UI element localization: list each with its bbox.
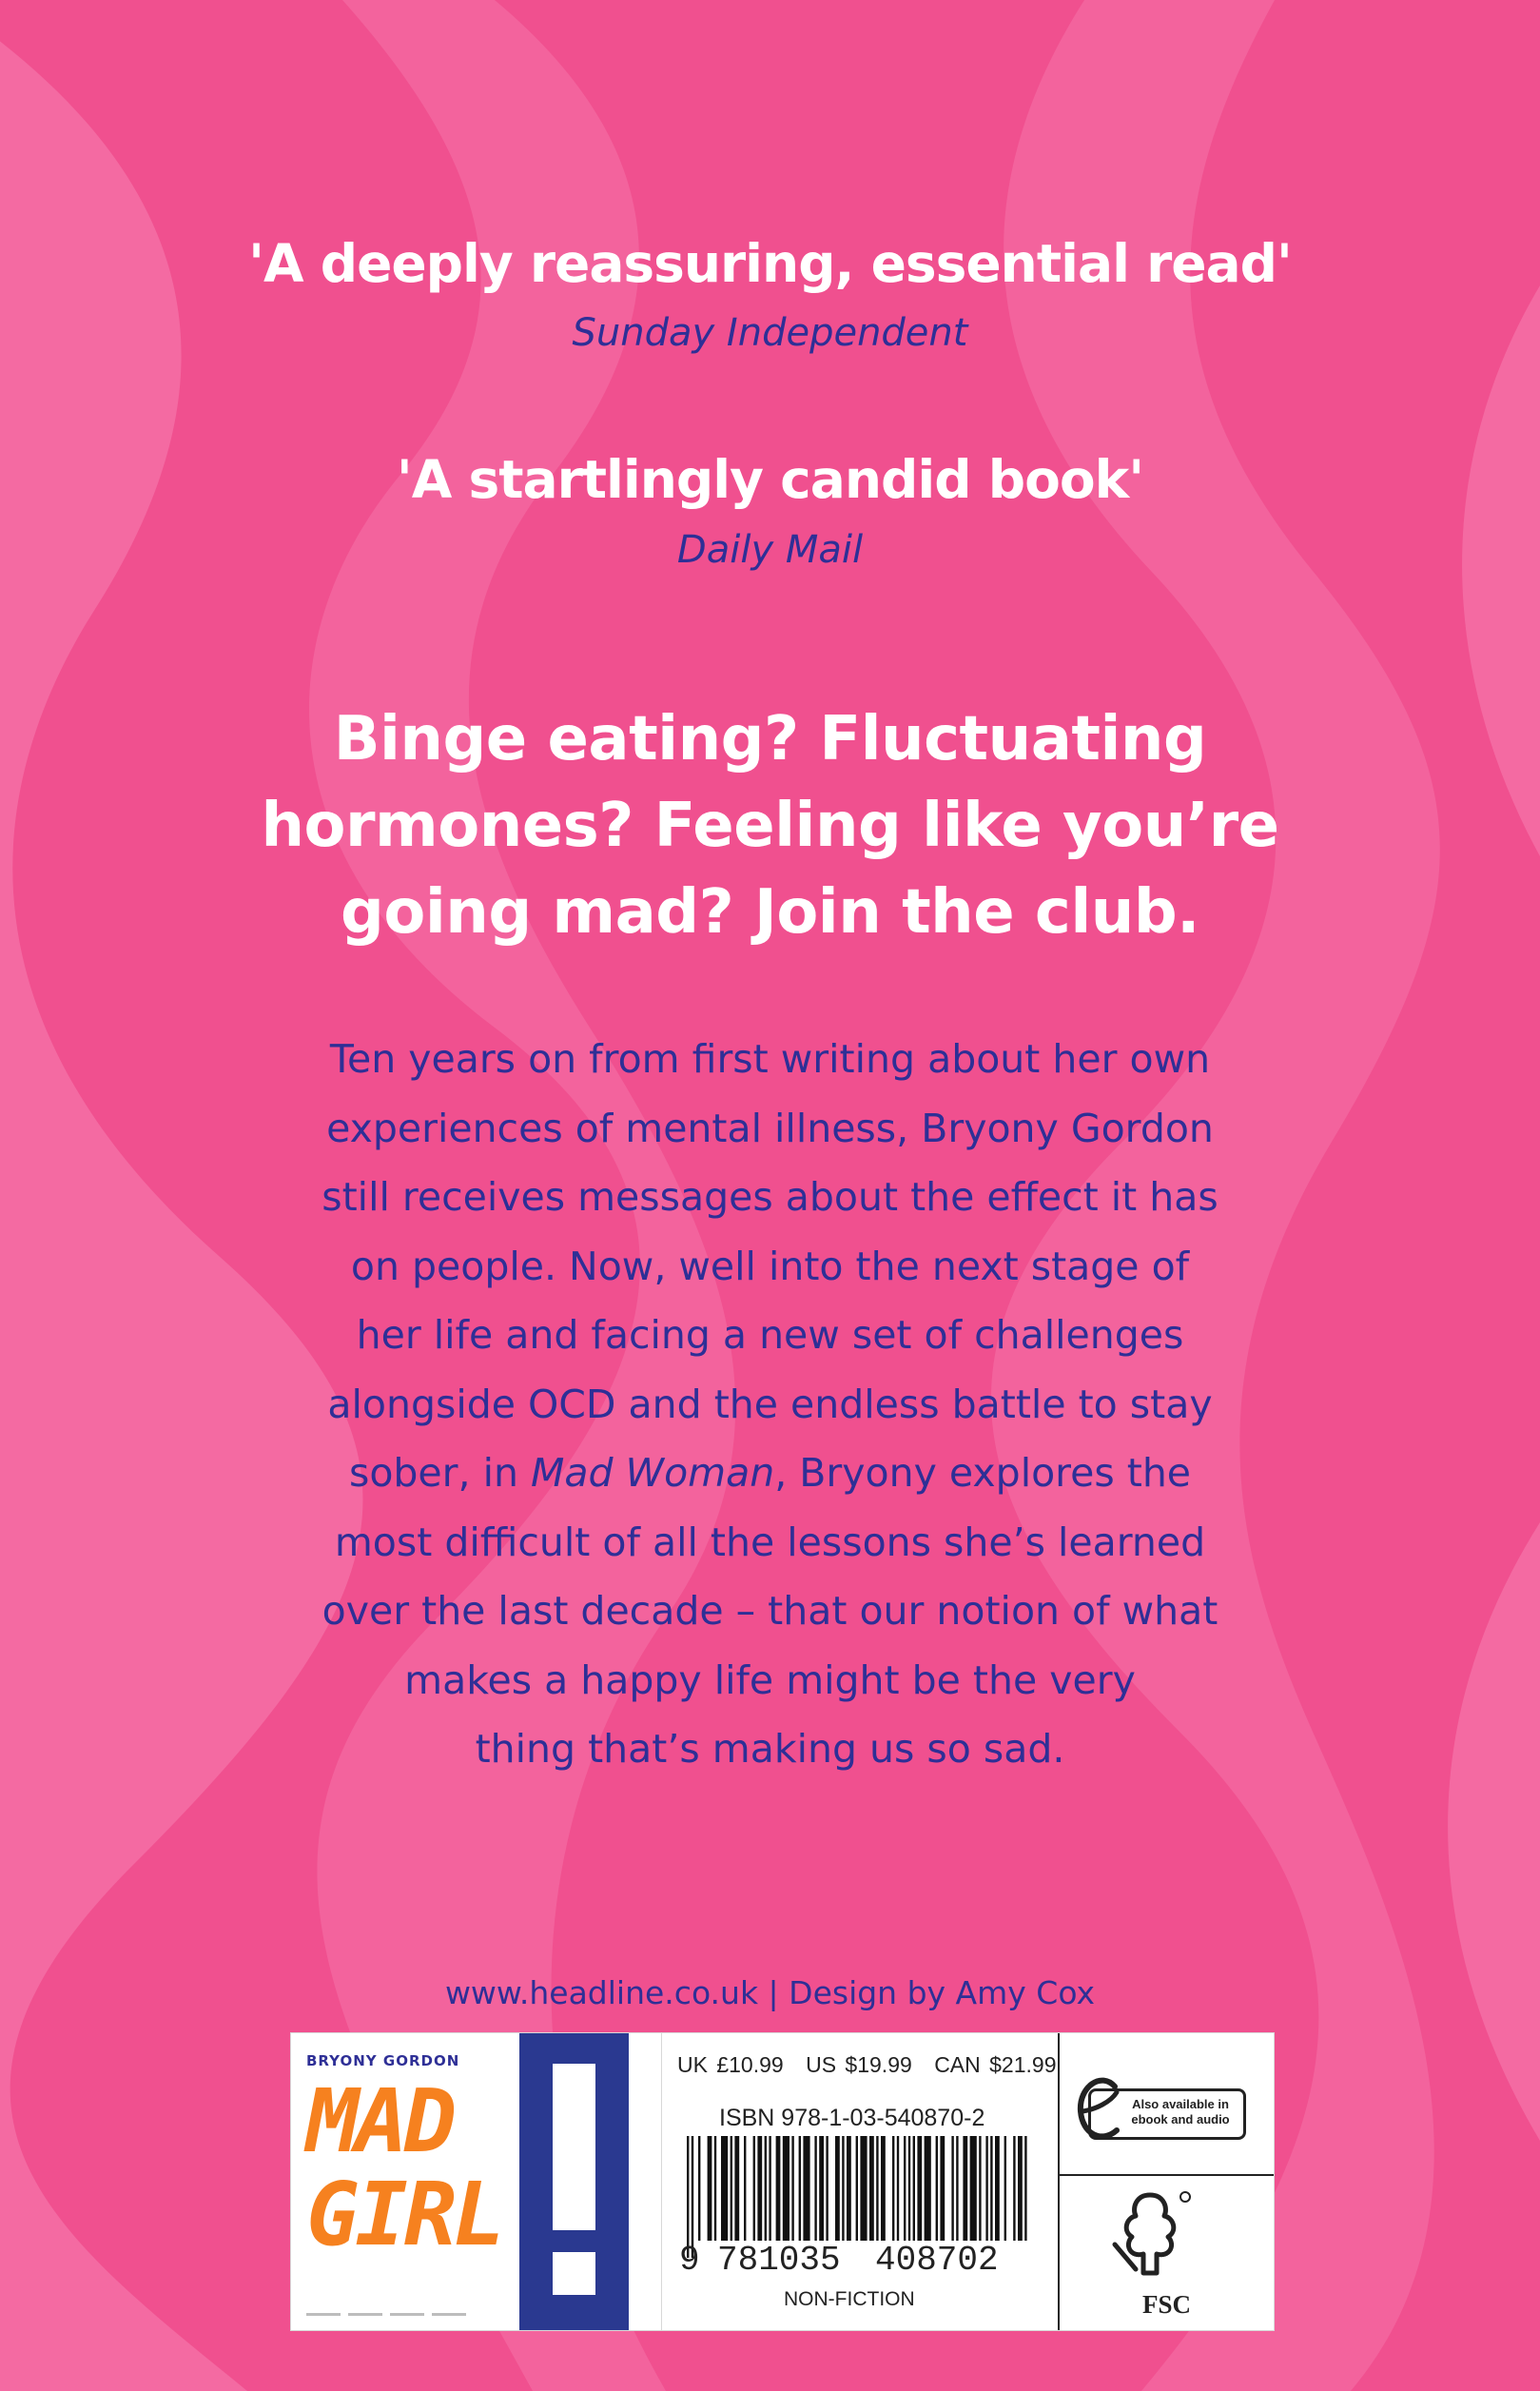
ad-title [306, 2070, 502, 2265]
barcode-bar [826, 2136, 828, 2241]
barcode-bar [985, 2136, 987, 2241]
blurb-line: most difficult of all the lessons she’s learned [334, 1519, 1206, 1565]
blurb-line: over the last decade – that our notion of what [322, 1588, 1218, 1634]
exclamation-icon [553, 2064, 595, 2230]
barcode-bar [925, 2136, 931, 2241]
barcode-bar [814, 2136, 816, 2241]
barcode-bar [979, 2136, 981, 2241]
ad-author: BRYONY GORDON [306, 2052, 460, 2069]
barcode-bar [687, 2136, 689, 2258]
ad-fine-print [306, 2302, 487, 2315]
barcode-bar [892, 2136, 894, 2241]
barcode-bar [842, 2136, 844, 2241]
barcode-bar [881, 2136, 886, 2241]
barcode-bar [908, 2136, 910, 2241]
blurb-text: sober, in [348, 1450, 531, 1496]
barcode-bar [856, 2136, 858, 2241]
blurb-line: makes a happy life might be the very [404, 1656, 1136, 1703]
barcode-bar [970, 2136, 977, 2241]
panel-divider [1058, 2033, 1060, 2330]
ad-title-line: GIRL [306, 2164, 502, 2265]
price-uk: UK £10.99 [677, 2052, 784, 2077]
barcode-bar [734, 2136, 739, 2241]
barcode-bar [860, 2136, 867, 2241]
barcode-bar [835, 2136, 840, 2241]
fsc-label: FSC [1141, 2290, 1191, 2319]
barcode-bar [956, 2136, 958, 2241]
barcode-bar [951, 2136, 953, 2241]
barcode-bar [1018, 2136, 1023, 2241]
barcode-bar [990, 2136, 992, 2241]
barcode-bar [803, 2136, 809, 2241]
headline-line: going mad? Join the club. [341, 877, 1199, 948]
barcode-bar [913, 2136, 915, 2241]
barcode-bar [753, 2136, 755, 2241]
barcode-bar [721, 2136, 728, 2241]
blurb-text: , Bryony explores the [774, 1450, 1192, 1496]
barcode-bar [708, 2136, 712, 2241]
barcode-bar [904, 2136, 906, 2258]
barcode-bar [698, 2136, 700, 2241]
barcode-bar [897, 2136, 899, 2258]
isbn: ISBN 978-1-03-540870-2 [719, 2105, 985, 2131]
panel-divider [1060, 2174, 1274, 2176]
headline-line: Binge eating? Fluctuating [333, 704, 1207, 774]
barcode-bar [1013, 2136, 1015, 2241]
barcode-panel [661, 2032, 1275, 2331]
review-quote-1: 'A deeply reassuring, essential read' [248, 233, 1292, 294]
price-list [677, 2052, 1070, 2078]
barcode-bar [731, 2136, 732, 2241]
headline-line: hormones? Feeling like you’re [261, 791, 1279, 861]
barcode-bar [963, 2136, 967, 2241]
barcode-bar [776, 2136, 781, 2241]
price-can: CAN $21.99 [934, 2052, 1057, 2077]
barcode-bar [791, 2136, 793, 2258]
price-us: US $19.99 [806, 2052, 912, 2077]
blurb-line: alongside OCD and the endless battle to stay [327, 1381, 1213, 1427]
barcode-bar [1024, 2136, 1026, 2241]
blurb [0, 1025, 1540, 1784]
headline [0, 696, 1540, 956]
barcode-digits-right: 408702 [875, 2241, 999, 2280]
blurb-line: thing that’s making us so sad. [475, 1726, 1065, 1772]
barcode-bar [936, 2136, 938, 2241]
exclamation-dot [553, 2252, 595, 2295]
blurb-line: Ten years on from first writing about her own [329, 1036, 1211, 1082]
barcode-bar [757, 2136, 762, 2241]
blurb-line: on people. Now, well into the next stage of [350, 1243, 1190, 1289]
barcode-bar [917, 2136, 922, 2241]
fsc-tree-icon [1107, 2187, 1193, 2283]
review-source-1: Sunday Independent [572, 311, 968, 355]
barcode-bar [799, 2136, 801, 2258]
barcode-digits-left: 781035 [717, 2241, 841, 2280]
review-source-2: Daily Mail [676, 528, 864, 572]
ebook-e-icon [1073, 2068, 1128, 2149]
ebook-badge-text: Also available in ebook and audio [1131, 2097, 1230, 2126]
barcode-bar [940, 2136, 945, 2241]
barcode-bar [995, 2136, 1000, 2241]
barcode-bar [692, 2136, 693, 2258]
barcode-bar [783, 2136, 789, 2241]
barcode-bar [869, 2136, 874, 2241]
barcode-bar [765, 2136, 767, 2241]
publisher-credits: www.headline.co.uk | Design by Amy Cox [444, 1974, 1096, 2011]
barcode-bar [847, 2136, 851, 2241]
blurb-line: still receives messages about the effect it has [322, 1174, 1218, 1220]
review-quote-2: 'A startlingly candid book' [396, 449, 1144, 510]
barcode-bar [744, 2136, 746, 2241]
blurb-line: her life and facing a new set of challenges [356, 1312, 1184, 1358]
barcode-bar [769, 2136, 770, 2241]
mad-girl-book-ad [290, 2032, 663, 2331]
genre-label: NON-FICTION [784, 2288, 915, 2310]
ad-title-line: MAD [306, 2070, 454, 2172]
blurb-line [0, 1439, 1540, 1508]
book-title-mention: Mad Woman [530, 1450, 775, 1496]
blurb-line: experiences of mental illness, Bryony Gordon [326, 1105, 1214, 1151]
barcode-bar [876, 2136, 878, 2241]
barcode-digit-lead: 9 [679, 2241, 700, 2280]
barcode-bar [714, 2136, 716, 2241]
barcode-bar [819, 2136, 824, 2241]
barcode-bar [1004, 2136, 1006, 2241]
